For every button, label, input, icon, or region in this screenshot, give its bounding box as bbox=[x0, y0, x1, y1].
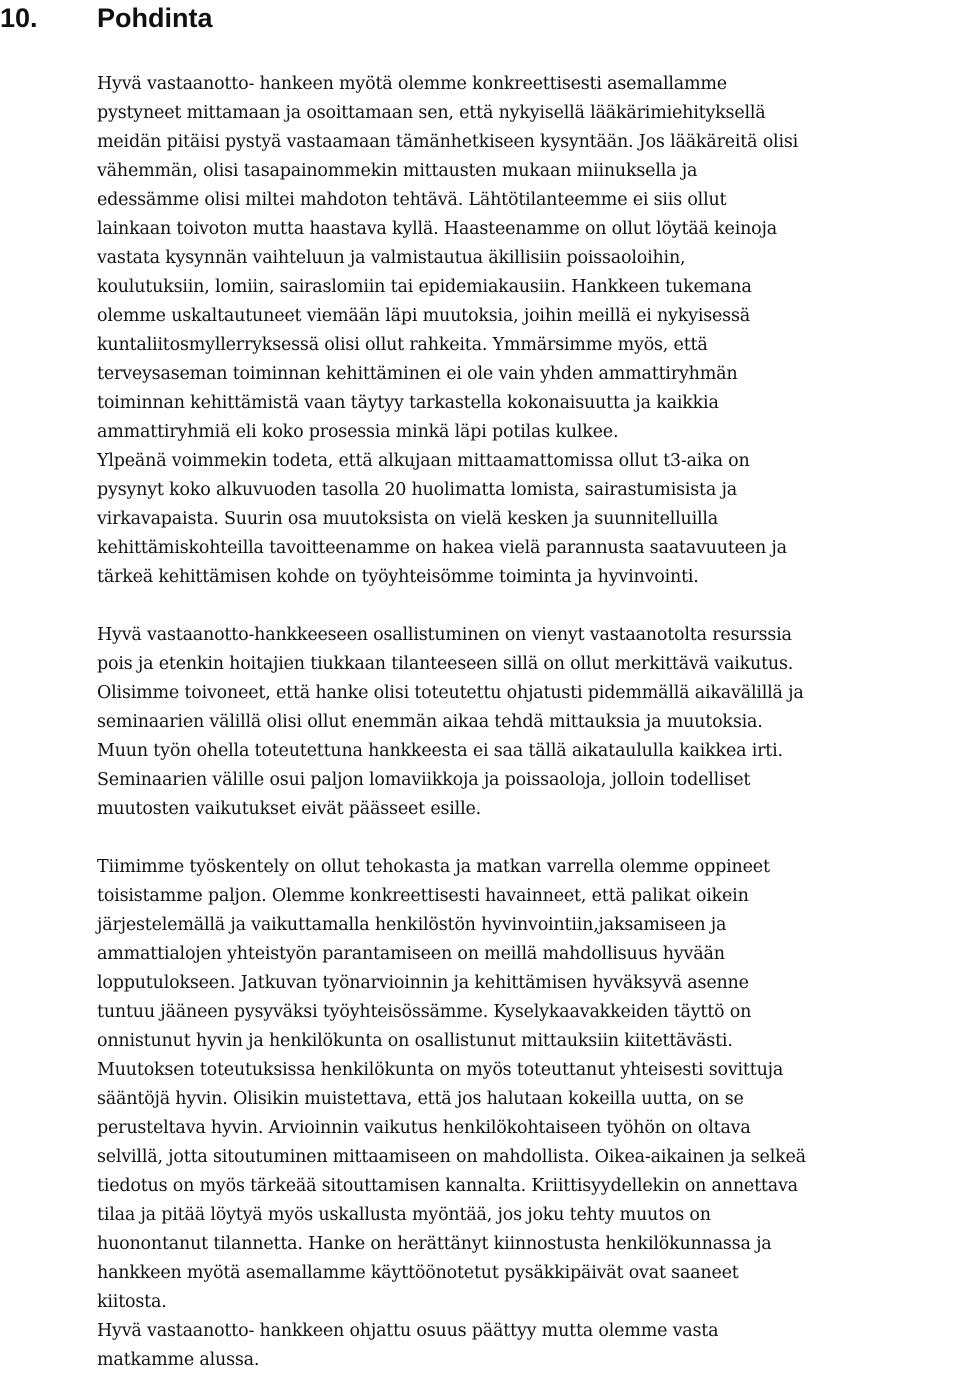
text-line: onnistunut hyvin ja henkilökunta on osallistunut mittauksiin kiitettävästi. bbox=[97, 1031, 733, 1051]
text-line: pois ja etenkin hoitajien tiukkaan tilanteeseen sillä on ollut merkittävä vaikutus. bbox=[97, 654, 794, 674]
text-line: Seminaarien välille osui paljon lomaviikkoja ja poissaoloja, jolloin todelliset bbox=[97, 770, 751, 790]
text-line: ammattialojen yhteistyön parantamiseen on meillä mahdollisuus hyvään bbox=[97, 944, 725, 964]
text-line: toiminnan kehittämistä vaan täytyy tarkastella kokonaisuutta ja kaikkia bbox=[97, 393, 719, 413]
text-line: kuntaliitosmyllerryksessä olisi ollut rahkeita. Ymmärsimme myös, että bbox=[97, 335, 708, 355]
text-line: tuntuu jääneen pysyväksi työyhteisössämme. Kyselykaavakkeiden täyttö on bbox=[97, 1002, 752, 1022]
text-line: sääntöjä hyvin. Olisikin muistettava, että jos halutaan kokeilla uutta, on se bbox=[97, 1089, 744, 1109]
text-line: vastata kysynnän vaihteluun ja valmistautua äkillisiin poissaoloihin, bbox=[97, 248, 686, 268]
text-line: perusteltava hyvin. Arvioinnin vaikutus henkilökohtaiseen työhön on oltava bbox=[97, 1118, 751, 1138]
section-heading bbox=[0, 0, 213, 36]
text-line: vähemmän, olisi tasapainommekin mittausten mukaan miinuksella ja bbox=[97, 161, 698, 181]
text-line: järjestelemällä ja vaikuttamalla henkilöstön hyvinvointiin,jaksamiseen ja bbox=[97, 915, 727, 935]
text-line: Olisimme toivoneet, että hanke olisi toteutettu ohjatusti pidemmällä aikavälillä ja bbox=[97, 683, 804, 703]
text-line: pystyneet mittamaan ja osoittamaan sen, että nykyisellä lääkärimiehityksellä bbox=[97, 103, 766, 123]
text-line: muutosten vaikutukset eivät päässeet esille. bbox=[97, 799, 481, 819]
text-line: lopputulokseen. Jatkuvan työnarvioinnin ja kehittämisen hyväksyvä asenne bbox=[97, 973, 749, 993]
text-line: ammattiryhmiä eli koko prosessia minkä läpi potilas kulkee. bbox=[97, 422, 619, 442]
text-line: Tiimimme työskentely on ollut tehokasta ja matkan varrella olemme oppineet bbox=[97, 857, 770, 877]
paragraph-1 bbox=[97, 70, 960, 592]
text-line: matkamme alussa. bbox=[97, 1350, 260, 1370]
text-line: toisistamme paljon. Olemme konkreettisesti havainneet, että palikat oikein bbox=[97, 886, 749, 906]
paragraph-spacer bbox=[97, 592, 960, 621]
paragraph-2 bbox=[97, 621, 960, 824]
text-line: seminaarien välillä olisi ollut enemmän aikaa tehdä mittauksia ja muutoksia. bbox=[97, 712, 763, 732]
text-line: koulutuksiin, lomiin, sairaslomiin tai epidemiakausiin. Hankkeen tukemana bbox=[97, 277, 752, 297]
text-line: Ylpeänä voimmekin todeta, että alkujaan mittaamattomissa ollut t3-aika on bbox=[97, 451, 750, 471]
paragraph-spacer bbox=[97, 824, 960, 853]
text-line: hankkeen myötä asemallamme käyttöönotetut pysäkkipäivät ovat saaneet bbox=[97, 1263, 739, 1283]
text-line: kiitosta. bbox=[97, 1292, 167, 1312]
text-line: olemme uskaltautuneet viemään läpi muutoksia, joihin meillä ei nykyisessä bbox=[97, 306, 750, 326]
text-line: Muutoksen toteutuksissa henkilökunta on myös toteuttanut yhteisesti sovittuja bbox=[97, 1060, 784, 1080]
text-line: terveysaseman toiminnan kehittäminen ei ole vain yhden ammattiryhmän bbox=[97, 364, 738, 384]
text-line: pysynyt koko alkuvuoden tasolla 20 huolimatta lomista, sairastumisista ja bbox=[97, 480, 737, 500]
text-line: Hyvä vastaanotto- hankeen myötä olemme konkreettisesti asemallamme bbox=[97, 74, 727, 94]
text-line: kehittämiskohteilla tavoitteenamme on hakea vielä parannusta saatavuuteen ja bbox=[97, 538, 787, 558]
text-line: Hyvä vastaanotto-hankkeeseen osallistuminen on vienyt vastaanotolta resurssia bbox=[97, 625, 792, 645]
text-line: virkavapaista. Suurin osa muutoksista on vielä kesken ja suunnitelluilla bbox=[97, 509, 719, 529]
text-line: meidän pitäisi pystyä vastaamaan tämänhetkiseen kysyntään. Jos lääkäreitä olisi bbox=[97, 132, 799, 152]
text-line: Muun työn ohella toteutettuna hankkeesta ei saa tällä aikataululla kaikkea irti. bbox=[97, 741, 783, 761]
document-body bbox=[97, 70, 960, 1375]
text-line: edessämme olisi miltei mahdoton tehtävä. Lähtötilanteemme ei siis ollut bbox=[97, 190, 727, 210]
text-line: tiedotus on myös tärkeää sitouttamisen kannalta. Kriittisyydellekin on annettava bbox=[97, 1176, 798, 1196]
text-line: tilaa ja pitää löytyä myös uskallusta myöntää, jos joku tehty muutos on bbox=[97, 1205, 711, 1225]
text-line: Hyvä vastaanotto- hankkeen ohjattu osuus päättyy mutta olemme vasta bbox=[97, 1321, 719, 1341]
text-line: lainkaan toivoton mutta haastava kyllä. Haasteenamme on ollut löytää keinoja bbox=[97, 219, 777, 239]
text-line: tärkeä kehittämisen kohde on työyhteisömme toiminta ja hyvinvointi. bbox=[97, 567, 699, 587]
text-line: huonontanut tilannetta. Hanke on herättänyt kiinnostusta henkilökunnassa ja bbox=[97, 1234, 772, 1254]
paragraph-3 bbox=[97, 853, 960, 1375]
section-title: Pohdinta bbox=[97, 3, 213, 33]
section-number: 10. bbox=[0, 3, 38, 33]
text-line: selvillä, jotta sitoutuminen mittaamiseen on mahdollista. Oikea-aikainen ja selkeä bbox=[97, 1147, 806, 1167]
